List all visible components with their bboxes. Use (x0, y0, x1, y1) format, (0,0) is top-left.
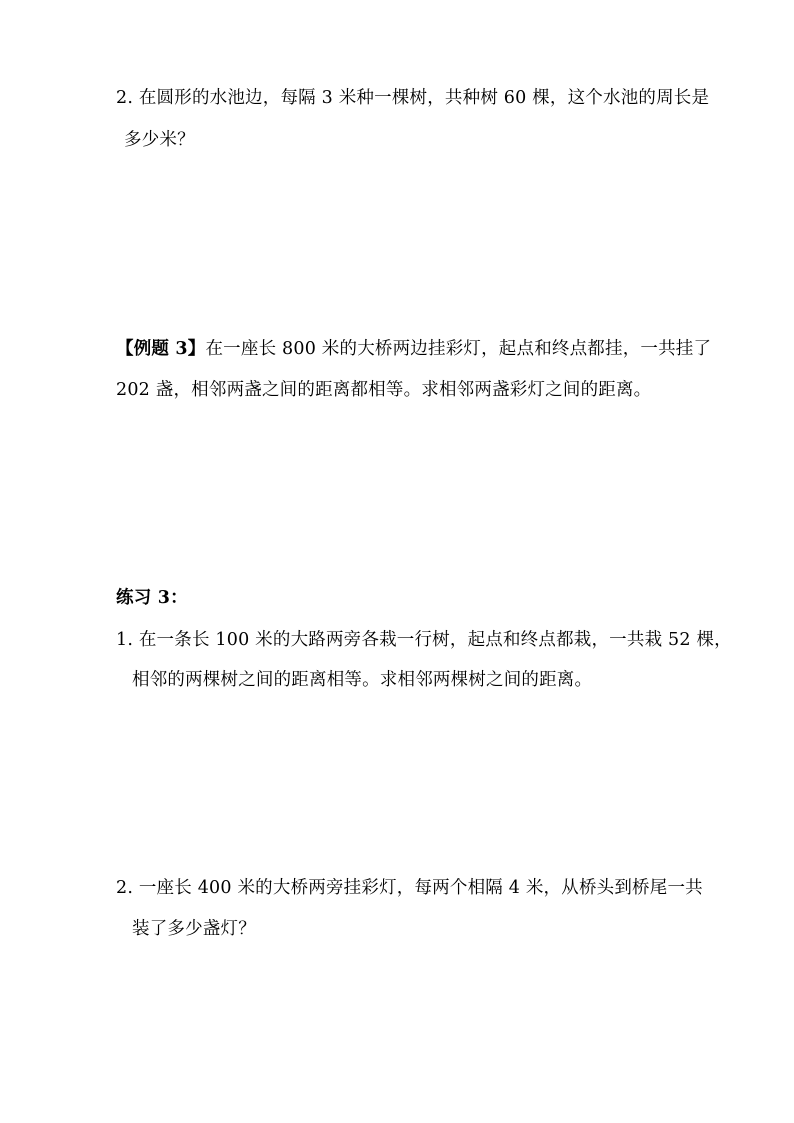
example-3-label: 【例题 3】 (116, 339, 206, 359)
practice-1-line-1: 1. 在一条长 100 米的大路两旁各栽一行树，起点和终点都栽，一共栽 52 棵， (116, 630, 732, 650)
problem-2-line-1: 2. 在圆形的水池边，每隔 3 米种一棵树，共种树 60 棵，这个水池的周长是 (116, 88, 710, 108)
problem-2-line-2: 多少米？ (124, 130, 195, 150)
example-3-text-1: 在一座长 800 米的大桥两边挂彩灯，起点和终点都挂，一共挂了 (205, 339, 712, 359)
practice-2-line-2: 装了多少盏灯？ (132, 919, 256, 939)
practice-1-line-2: 相邻的两棵树之间的距离相等。求相邻两棵树之间的距离。 (132, 670, 593, 690)
example-3-line-2: 202 盏，相邻两盏之间的距离都相等。求相邻两盏彩灯之间的距离。 (116, 380, 652, 400)
practice-2-line-1: 2. 一座长 400 米的大桥两旁挂彩灯，每两个相隔 4 米，从桥头到桥尾一共 (116, 878, 703, 898)
practice-3-heading: 练习 3： (116, 588, 188, 608)
example-3-line-1 (116, 337, 711, 361)
